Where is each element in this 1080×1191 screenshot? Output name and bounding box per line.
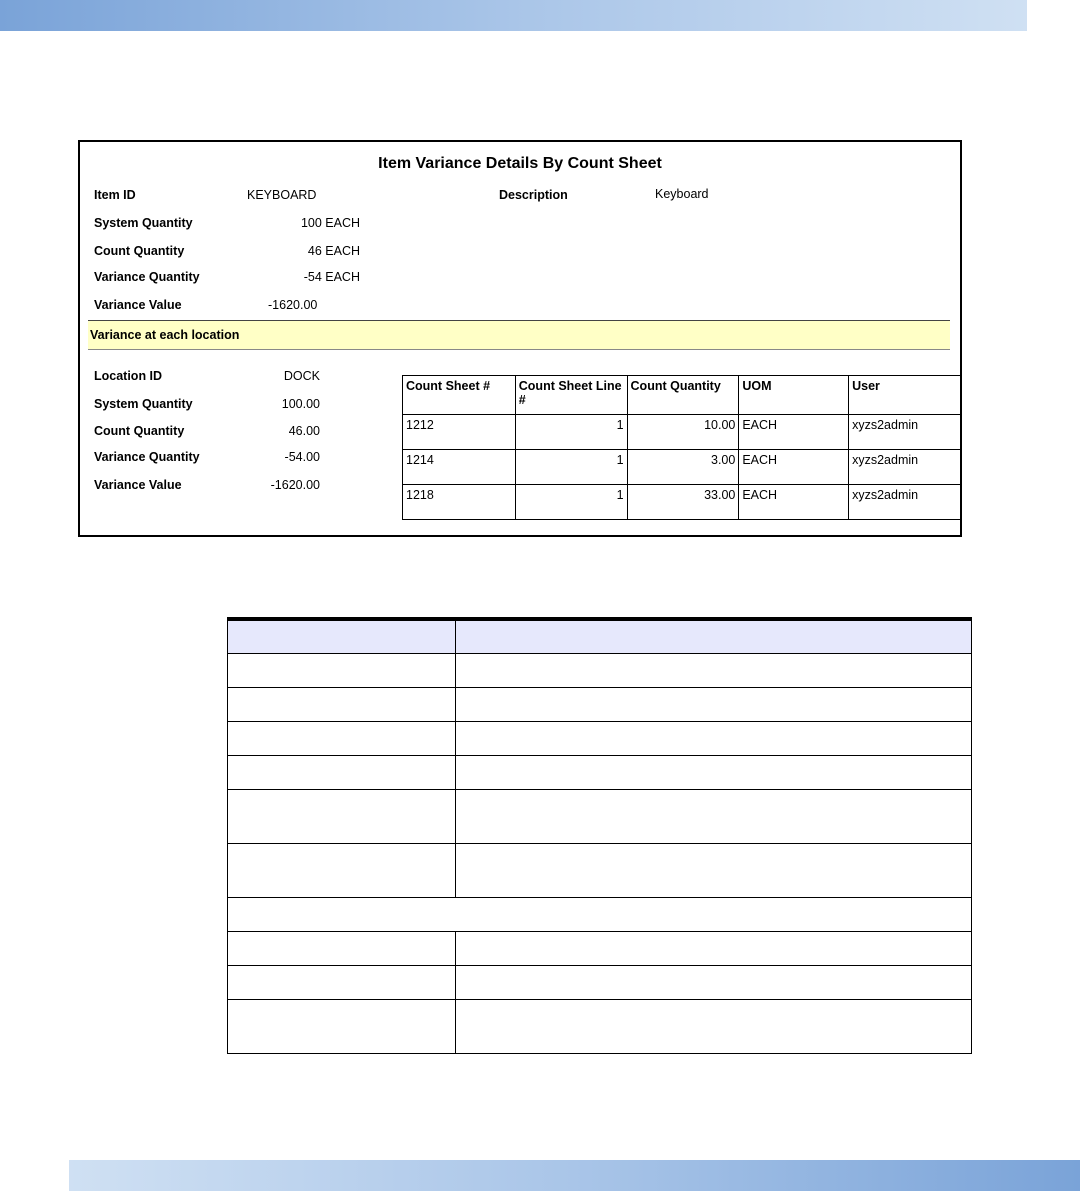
cell-count-sheet: 1214 (403, 450, 516, 485)
location-variance-value-value: -1620.00 (270, 478, 320, 492)
header-banner (0, 0, 1027, 31)
variance-location-heading: Variance at each location (90, 328, 240, 342)
cell-count-sheet: 1218 (403, 485, 516, 520)
table-row (228, 722, 972, 756)
cell-line: 1 (515, 485, 627, 520)
cell-count-quantity: 33.00 (627, 485, 739, 520)
location-id-value: DOCK (283, 369, 320, 383)
system-quantity-value: 100 EACH (300, 216, 360, 230)
location-id-label: Location ID (94, 369, 163, 383)
cell-user: xyzs2admin (849, 415, 961, 450)
location-system-quantity-label: System Quantity (94, 397, 193, 411)
col-header-count-quantity: Count Quantity (627, 376, 739, 415)
cell-uom: EACH (739, 450, 849, 485)
variance-location-band (88, 320, 950, 350)
table-row (228, 790, 972, 844)
count-quantity-value: 46 EACH (307, 244, 360, 258)
count-sheet-table (402, 375, 961, 520)
item-id-value: KEYBOARD (247, 188, 317, 202)
col-header-count-sheet: Count Sheet # (403, 376, 516, 415)
location-system-quantity-value: 100.00 (281, 397, 320, 411)
variance-quantity-value: -54 EACH (303, 270, 360, 284)
location-variance-quantity-label: Variance Quantity (94, 450, 200, 464)
cell-uom: EACH (739, 415, 849, 450)
col-header-user: User (849, 376, 961, 415)
footer-banner (69, 1160, 1080, 1191)
table-row (403, 450, 961, 485)
table-row (228, 688, 972, 722)
variance-value-value: -1620.00 (268, 298, 318, 312)
cell-count-quantity: 10.00 (627, 415, 739, 450)
variance-quantity-label: Variance Quantity (94, 270, 200, 284)
col-header-uom: UOM (739, 376, 849, 415)
cell-count-sheet: 1212 (403, 415, 516, 450)
description-value: Keyboard (655, 187, 709, 201)
variance-value-label: Variance Value (94, 298, 182, 312)
location-variance-quantity-value: -54.00 (284, 450, 320, 464)
count-sheet-header-row (403, 376, 961, 415)
cell-user: xyzs2admin (849, 485, 961, 520)
count-quantity-label: Count Quantity (94, 244, 185, 258)
report-title: Item Variance Details By Count Sheet (378, 155, 662, 172)
cell-user: xyzs2admin (849, 450, 961, 485)
table-row (228, 932, 972, 966)
cell-line: 1 (515, 450, 627, 485)
table-row (228, 1000, 972, 1054)
item-id-label: Item ID (94, 188, 136, 202)
location-variance-value-label: Variance Value (94, 478, 182, 492)
table-row (228, 654, 972, 688)
field-description-table (227, 617, 972, 1054)
system-quantity-label: System Quantity (94, 216, 193, 230)
table-row (228, 756, 972, 790)
cell-count-quantity: 3.00 (627, 450, 739, 485)
variance-report (78, 140, 962, 537)
field-table-header-row (228, 619, 972, 654)
description-label: Description (499, 188, 568, 202)
cell-uom: EACH (739, 485, 849, 520)
table-row (228, 844, 972, 898)
location-count-quantity-label: Count Quantity (94, 424, 185, 438)
location-count-quantity-value: 46.00 (288, 424, 320, 438)
col-header-line: Count Sheet Line # (515, 376, 627, 415)
table-row (403, 485, 961, 520)
table-row (403, 415, 961, 450)
table-section-row (228, 898, 972, 932)
cell-line: 1 (515, 415, 627, 450)
table-row (228, 966, 972, 1000)
